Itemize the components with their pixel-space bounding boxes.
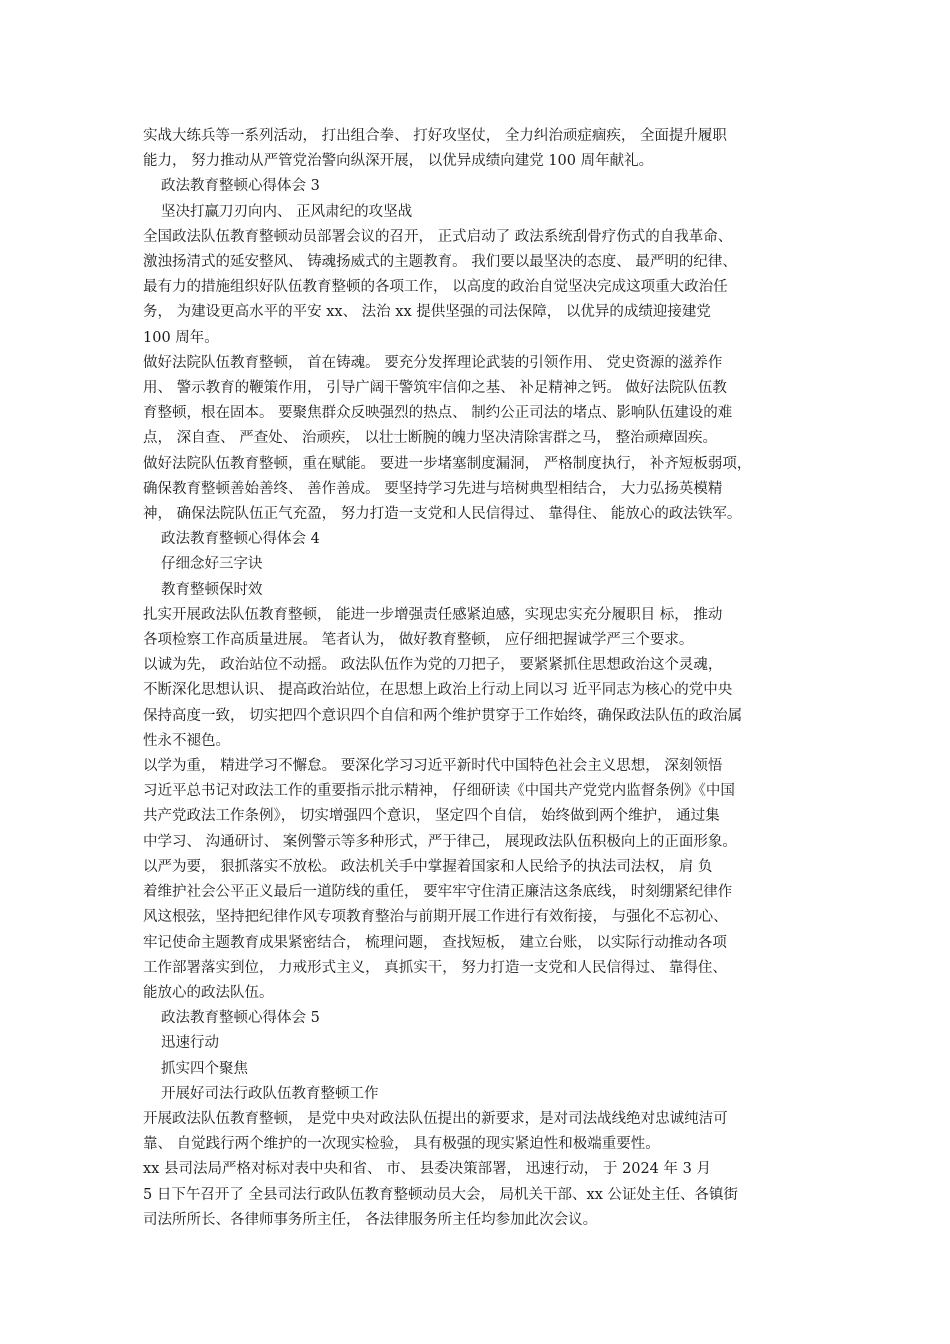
text-line: 以严为要， 狠抓落实不放松。 政法机关手中掌握着国家和人民给予的执法司法权， 肩 负 [143, 858, 713, 875]
text-line: 性永不褪色。 [143, 732, 230, 749]
text-line: 能力， 努力推动从严管党治警向纵深开展， 以优异成绩向建党 100 周年献礼。 [143, 153, 654, 170]
text-line: 5 日下午召开了 全县司法行政队伍教育整顿动员大会， 局机关干部、xx 公证处主任、各镇街 [143, 1186, 739, 1203]
text-line: 中学习、 沟通研讨、 案例警示等多种形式，严于律己， 展现政法队伍积极向上的正面形象。 [143, 833, 737, 850]
text-line: 全国政法队伍教育整顿动员部署会议的召开， 正式启动了 政法系统刮骨疗伤式的自我革命、 [143, 228, 733, 245]
text-line: 神， 确保法院队伍正气充盈， 努力打造一支党和人民信得过、 靠得住、 能放心的政法铁军。 [143, 506, 742, 523]
text-line: 确保教育整顿善始善终、 善作善成。 要坚持学习先进与培树典型相结合， 大力弘扬英模精 [143, 480, 723, 497]
text-line: 做好法院队伍教育整顿， 首在铸魂。 要充分发挥理论武装的引领作用、 党史资源的滋养作 [143, 354, 723, 371]
text-line: 不断深化思想认识、 提高政治站位，在思想上政治上行动上同以习 近平同志为核心的党中央 [143, 682, 733, 699]
section-heading: 政法教育整顿心得体会 4 [161, 531, 320, 548]
document-body [143, 124, 813, 1233]
text-line: 工作部署落实到位， 力戒形式主义， 真抓实干， 努力打造一支党和人民信得过、 靠得住、 [143, 959, 727, 976]
text-line: 习近平总书记对政法工作的重要指示批示精神， 仔细研读《中国共产党党内监督条例》《中国 [143, 783, 735, 800]
text-line: 风这根弦，坚持把纪律作风专项教育整治与前期开展工作进行有效衔接， 与强化不忘初心、 [143, 909, 728, 926]
text-line: 用、 警示教育的鞭策作用， 引导广阔干警筑牢信仰之基、 补足精神之钙。 做好法院队伍教 [143, 380, 727, 397]
section-subtitle: 教育整顿保时效 [161, 581, 263, 598]
text-line: 开展政法队伍教育整顿， 是党中央对政法队伍提出的新要求，是对司法战线绝对忠诚纯洁可 [143, 1110, 728, 1127]
text-line: 做好法院队伍教育整顿，重在赋能。 要进一步堵塞制度漏洞， 严格制度执行， 补齐短板弱项， [143, 455, 752, 472]
text-line: 牢记使命主题教育成果紧密结合， 梳理问题， 查找短板， 建立台账， 以实际行动推动各项 [143, 934, 727, 951]
text-line: 实战大练兵等一系列活动， 打出组合拳、 打好攻坚仗， 全力纠治顽症痼疾， 全面提升履职 [143, 128, 727, 144]
section-subtitle: 迅速行动 [161, 1035, 219, 1052]
text-line: 100 周年。 [143, 329, 219, 346]
text-line: 着维护社会公平正义最后一道防线的重任， 要牢牢守住清正廉洁这条底线， 时刻绷紧纪律作 [143, 884, 733, 901]
text-line: 共产党政法工作条例》， 切实增强四个意识， 坚定四个自信， 始终做到两个维护， 通过集 [143, 808, 720, 825]
text-line: 育整顿，根在固本。 要聚焦群众反映强烈的热点、 制约公正司法的堵点、影响队伍建设的难 [143, 405, 733, 422]
text-line: 务， 为建设更高水平的平安 xx、 法治 xx 提供坚强的司法保障， 以优异的成绩迎接建党 [143, 304, 711, 321]
text-line: 扎实开展政法队伍教育整顿， 能进一步增强责任感紧迫感，实现忠实充分履职目 标， 推动 [143, 606, 723, 623]
text-line: 保持高度一致， 切实把四个意识四个自信和两个维护贯穿于工作始终，确保政法队伍的政治属 [143, 707, 743, 724]
section-heading: 政法教育整顿心得体会 3 [161, 178, 320, 195]
text-line: 能放心的政法队伍。 [143, 984, 274, 1001]
text-line: 各项检察工作高质量进展。 笔者认为， 做好教育整顿， 应仔细把握诚学严三个要求。 [143, 632, 694, 649]
text-line: 司法所所长、各律师事务所主任， 各法律服务所主任均参加此次会议。 [143, 1211, 598, 1228]
text-line: 点， 深自查、 严查处、 治顽疾， 以壮士断腕的魄力坚决清除害群之马， 整治顽瘴固疾。 [143, 430, 718, 447]
text-line: 激浊扬清式的延安整风、 铸魂扬威式的主题教育。 我们要以最坚决的态度、 最严明的纪律、 [143, 254, 737, 271]
text-line: 最有力的措施组织好队伍教育整顿的各项工作， 以高度的政治自觉坚决完成这项重大政治任 [143, 279, 728, 296]
text-line: 靠、 自觉践行两个维护的一次现实检验， 具有极强的现实紧迫性和极端重要性。 [143, 1136, 660, 1153]
section-heading: 政法教育整顿心得体会 5 [161, 1010, 320, 1027]
text-line: 以诚为先， 政治站位不动摇。 政法队伍作为党的刀把子， 要紧紧抓住思想政治这个灵魂， [143, 657, 723, 674]
section-subtitle: 坚决打赢刀刃向内、 正风肃纪的攻坚战 [161, 203, 413, 220]
section-subtitle: 抓实四个聚焦 [161, 1060, 248, 1077]
section-subtitle: 开展好司法行政队伍教育整顿工作 [161, 1085, 379, 1102]
section-subtitle: 仔细念好三字诀 [161, 556, 263, 573]
text-line: 以学为重， 精进学习不懈怠。 要深化学习习近平新时代中国特色社会主义思想， 深刻领悟 [143, 758, 723, 775]
text-line: xx 县司法局严格对标对表中央和省、 市、 县委决策部署， 迅速行动， 于 2024 年 3 月 [143, 1161, 711, 1178]
